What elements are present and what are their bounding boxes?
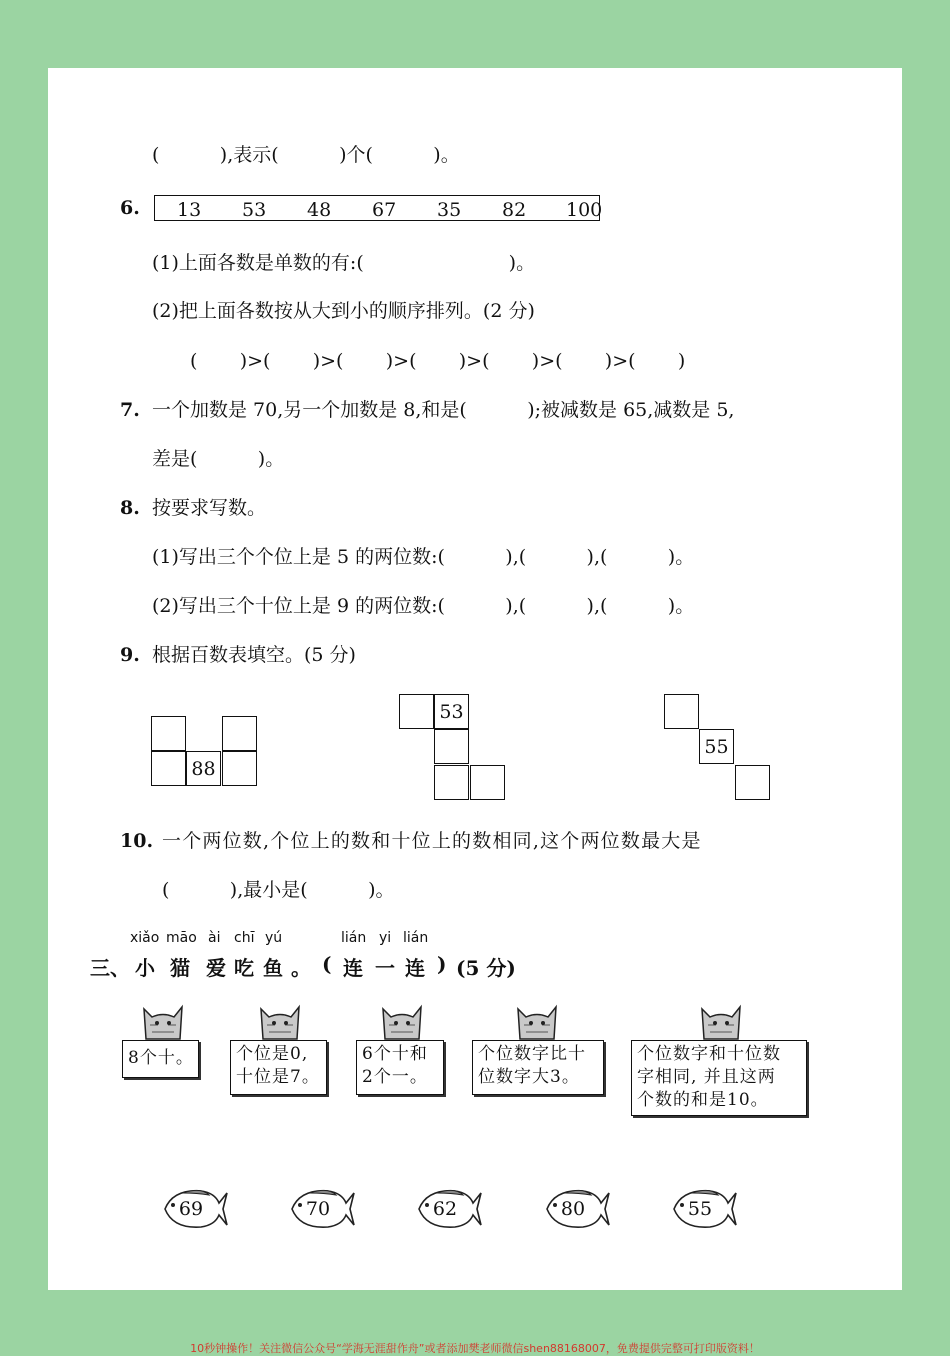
pinyin: māo xyxy=(166,930,197,946)
grid-cell xyxy=(151,751,186,786)
grid-cell xyxy=(151,716,186,751)
footer-notice: 10秒钟操作！关注微信公众号“学海无涯甜作舟”或者添加樊老师微信shen88168007，免费提供完整可打印版资料！ xyxy=(190,1342,760,1355)
grid-cell xyxy=(434,765,469,800)
q8-part2: (2)写出三个十位上是 9 的两位数:( ),( ),( )。 xyxy=(152,595,695,617)
fish[interactable] xyxy=(415,1185,485,1233)
q6-part1: (1)上面各数是单数的有:( )。 xyxy=(152,252,536,274)
q5-answer-line: ( ),表示( )个( )。 xyxy=(152,144,460,166)
q10-number: 10. xyxy=(120,830,154,852)
q10-line2: ( ),最小是( )。 xyxy=(162,879,395,901)
q10-line1: 一个两位数,个位上的数和十位上的数相同,这个两位数最大是 xyxy=(162,830,702,852)
section3-hanzi: 连 xyxy=(405,956,425,980)
section3-hanzi: 爱 xyxy=(206,956,226,980)
q6-part2: (2)把上面各数按从大到小的顺序排列。(2 分) xyxy=(152,300,535,322)
cat-icon xyxy=(696,999,746,1041)
section3-hanzi: 吃 xyxy=(234,956,254,980)
fish-value: 69 xyxy=(178,1198,204,1220)
grid-cell-value: 53 xyxy=(434,694,469,729)
section3-hanzi: 小 xyxy=(135,956,155,980)
fish-value: 55 xyxy=(687,1198,713,1220)
clue-card: 个位是0, 十位是7。 xyxy=(230,1040,327,1095)
grid-cell xyxy=(434,729,469,764)
pinyin: lián xyxy=(403,930,429,946)
grid-cell-value: 88 xyxy=(186,751,221,786)
q6-number-item: 67 xyxy=(372,199,397,221)
grid-cell xyxy=(222,751,257,786)
clue-card: 个位数字和十位数 字相同, 并且这两 个数的和是10。 xyxy=(631,1040,807,1116)
pinyin: chī xyxy=(234,930,255,946)
section3-score: (5 分) xyxy=(456,956,516,980)
grid-cell xyxy=(735,765,770,800)
section3-hanzi: 一 xyxy=(375,956,395,980)
pinyin: xiǎo xyxy=(130,930,160,946)
cat-icon xyxy=(138,999,188,1041)
grid-cell-value: 55 xyxy=(699,729,734,764)
q7-number: 7. xyxy=(120,399,140,421)
q8-number: 8. xyxy=(120,497,140,519)
section3-period: 。 xyxy=(291,956,311,980)
cat-icon xyxy=(255,999,305,1041)
fish[interactable] xyxy=(543,1185,613,1233)
section3-label: 三、 xyxy=(90,956,130,980)
section3-paren-open: ( xyxy=(322,952,332,976)
pinyin: lián xyxy=(341,930,367,946)
fish[interactable] xyxy=(670,1185,740,1233)
cat-icon xyxy=(512,999,562,1041)
q8-part1: (1)写出三个个位上是 5 的两位数:( ),( ),( )。 xyxy=(152,546,695,568)
q6-number-item: 35 xyxy=(437,199,462,221)
clue-card: 个位数字比十 位数字大3。 xyxy=(472,1040,604,1095)
fish-value: 62 xyxy=(432,1198,458,1220)
q7-line1: 一个加数是 70,另一个加数是 8,和是( );被减数是 65,减数是 5, xyxy=(152,399,735,421)
grid-cell xyxy=(222,716,257,751)
clue-card: 6个十和 2个一。 xyxy=(356,1040,444,1095)
pinyin: ài xyxy=(208,930,221,946)
q6-number-box xyxy=(154,195,603,221)
section3-hanzi: 鱼 xyxy=(263,956,283,980)
q7-line2: 差是( )。 xyxy=(152,448,285,470)
fish-value: 80 xyxy=(560,1198,586,1220)
section3-hanzi: 连 xyxy=(343,956,363,980)
q6-order-line: ( )>( )>( )>( )>( )>( )>( ) xyxy=(190,350,686,372)
q8-title: 按要求写数。 xyxy=(152,497,267,519)
section3-hanzi: 猫 xyxy=(170,956,190,980)
clue-card: 8个十。 xyxy=(122,1040,199,1078)
fish[interactable] xyxy=(288,1185,358,1233)
fish-value: 70 xyxy=(305,1198,331,1220)
fish[interactable] xyxy=(161,1185,231,1233)
pinyin: yi xyxy=(379,930,392,946)
q6-number: 6. xyxy=(120,197,140,219)
q6-number-item: 100 xyxy=(566,199,603,221)
grid-cell xyxy=(399,694,434,729)
q9-number: 9. xyxy=(120,644,140,666)
grid-cell xyxy=(664,694,699,729)
q9-title: 根据百数表填空。(5 分) xyxy=(152,644,356,666)
grid-cell xyxy=(470,765,505,800)
cat-icon xyxy=(377,999,427,1041)
pinyin: yú xyxy=(265,930,283,946)
q6-number-item: 82 xyxy=(502,199,527,221)
section3-paren-close: ) xyxy=(437,952,447,976)
q6-number-item: 48 xyxy=(307,199,332,221)
q6-number-item: 13 xyxy=(177,199,202,221)
q6-number-item: 53 xyxy=(242,199,267,221)
